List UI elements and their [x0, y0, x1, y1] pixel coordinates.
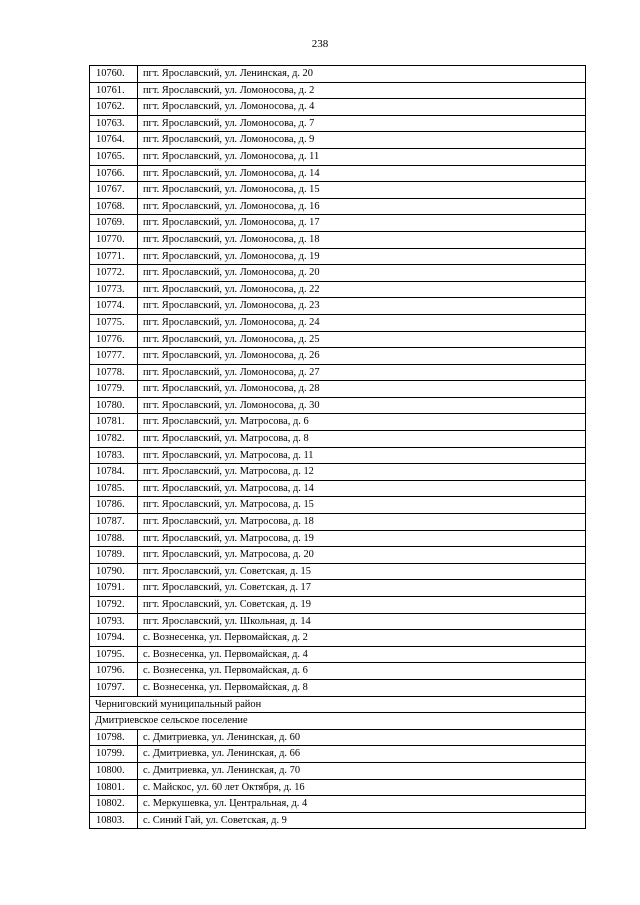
- row-address: пгт. Ярославский, ул. Ломоносова, д. 30: [138, 397, 586, 414]
- row-address: с. Меркушевка, ул. Центральная, д. 4: [138, 796, 586, 813]
- row-number: 10801.: [90, 779, 138, 796]
- table-row: [90, 165, 586, 182]
- section-title: Дмитриевское сельское поселение: [90, 713, 586, 730]
- row-number: 10763.: [90, 115, 138, 132]
- row-number: 10776.: [90, 331, 138, 348]
- table-row: [90, 580, 586, 597]
- row-number: 10799.: [90, 746, 138, 763]
- row-address: пгт. Ярославский, ул. Советская, д. 17: [138, 580, 586, 597]
- table-row: [90, 563, 586, 580]
- row-address: пгт. Ярославский, ул. Ломоносова, д. 22: [138, 281, 586, 298]
- row-number: 10785.: [90, 480, 138, 497]
- table-row: [90, 148, 586, 165]
- table-row: [90, 215, 586, 232]
- row-address: пгт. Ярославский, ул. Ломоносова, д. 20: [138, 265, 586, 282]
- table-row: [90, 231, 586, 248]
- row-number: 10766.: [90, 165, 138, 182]
- row-number: 10795.: [90, 646, 138, 663]
- row-number: 10780.: [90, 397, 138, 414]
- row-address: пгт. Ярославский, ул. Ломоносова, д. 23: [138, 298, 586, 315]
- row-address: пгт. Ярославский, ул. Матросова, д. 15: [138, 497, 586, 514]
- table-row: [90, 812, 586, 829]
- table-row: [90, 414, 586, 431]
- table-row: [90, 613, 586, 630]
- row-address: пгт. Ярославский, ул. Матросова, д. 20: [138, 547, 586, 564]
- table-row: [90, 663, 586, 680]
- table-row: [90, 314, 586, 331]
- row-address: пгт. Ярославский, ул. Ломоносова, д. 17: [138, 215, 586, 232]
- row-address: пгт. Ярославский, ул. Ломоносова, д. 26: [138, 348, 586, 365]
- row-address: пгт. Ярославский, ул. Матросова, д. 14: [138, 480, 586, 497]
- table-row: [90, 630, 586, 647]
- row-number: 10768.: [90, 198, 138, 215]
- row-number: 10786.: [90, 497, 138, 514]
- row-number: 10775.: [90, 314, 138, 331]
- table-row: [90, 281, 586, 298]
- row-address: пгт. Ярославский, ул. Ломоносова, д. 15: [138, 182, 586, 199]
- row-address: пгт. Ярославский, ул. Ломоносова, д. 11: [138, 148, 586, 165]
- table-row: [90, 762, 586, 779]
- table-row: [90, 248, 586, 265]
- table-row: [90, 729, 586, 746]
- row-address: пгт. Ярославский, ул. Советская, д. 19: [138, 597, 586, 614]
- row-number: 10767.: [90, 182, 138, 199]
- table-row: [90, 497, 586, 514]
- row-number: 10781.: [90, 414, 138, 431]
- section-title: Черниговский муниципальный район: [90, 696, 586, 713]
- row-address: пгт. Ярославский, ул. Матросова, д. 11: [138, 447, 586, 464]
- row-number: 10782.: [90, 431, 138, 448]
- row-address: пгт. Ярославский, ул. Матросова, д. 19: [138, 530, 586, 547]
- row-address: с. Вознесенка, ул. Первомайская, д. 6: [138, 663, 586, 680]
- table-row: [90, 431, 586, 448]
- table-row: [90, 198, 586, 215]
- table-row: [90, 646, 586, 663]
- table-row: [90, 464, 586, 481]
- row-address: пгт. Ярославский, ул. Ломоносова, д. 14: [138, 165, 586, 182]
- row-address: с. Дмитриевка, ул. Ленинская, д. 70: [138, 762, 586, 779]
- section-header-row: [90, 696, 586, 713]
- row-address: с. Дмитриевка, ул. Ленинская, д. 60: [138, 729, 586, 746]
- row-number: 10791.: [90, 580, 138, 597]
- table-row: [90, 132, 586, 149]
- row-number: 10769.: [90, 215, 138, 232]
- row-number: 10790.: [90, 563, 138, 580]
- address-table-body: [90, 66, 586, 829]
- table-row: [90, 779, 586, 796]
- row-number: 10762.: [90, 99, 138, 116]
- table-row: [90, 298, 586, 315]
- table-row: [90, 796, 586, 813]
- row-number: 10798.: [90, 729, 138, 746]
- row-number: 10773.: [90, 281, 138, 298]
- table-row: [90, 331, 586, 348]
- row-number: 10765.: [90, 148, 138, 165]
- table-row: [90, 115, 586, 132]
- row-number: 10800.: [90, 762, 138, 779]
- row-number: 10779.: [90, 381, 138, 398]
- row-number: 10788.: [90, 530, 138, 547]
- table-row: [90, 82, 586, 99]
- row-address: пгт. Ярославский, ул. Ломоносова, д. 28: [138, 381, 586, 398]
- section-header-row: [90, 713, 586, 730]
- table-row: [90, 265, 586, 282]
- row-address: с. Вознесенка, ул. Первомайская, д. 2: [138, 630, 586, 647]
- table-row: [90, 447, 586, 464]
- row-address: пгт. Ярославский, ул. Ломоносова, д. 18: [138, 231, 586, 248]
- row-address: с. Синий Гай, ул. Советская, д. 9: [138, 812, 586, 829]
- row-address: пгт. Ярославский, ул. Советская, д. 15: [138, 563, 586, 580]
- row-address: пгт. Ярославский, ул. Ломоносова, д. 27: [138, 364, 586, 381]
- row-address: пгт. Ярославский, ул. Матросова, д. 6: [138, 414, 586, 431]
- row-number: 10774.: [90, 298, 138, 315]
- row-address: пгт. Ярославский, ул. Ломоносова, д. 4: [138, 99, 586, 116]
- row-address: пгт. Ярославский, ул. Ломоносова, д. 24: [138, 314, 586, 331]
- table-row: [90, 480, 586, 497]
- row-number: 10794.: [90, 630, 138, 647]
- table-row: [90, 99, 586, 116]
- row-address: пгт. Ярославский, ул. Ломоносова, д. 9: [138, 132, 586, 149]
- row-number: 10777.: [90, 348, 138, 365]
- row-number: 10771.: [90, 248, 138, 265]
- table-row: [90, 381, 586, 398]
- row-number: 10803.: [90, 812, 138, 829]
- table-row: [90, 547, 586, 564]
- row-number: 10770.: [90, 231, 138, 248]
- row-number: 10796.: [90, 663, 138, 680]
- row-address: пгт. Ярославский, ул. Ленинская, д. 20: [138, 66, 586, 83]
- row-address: пгт. Ярославский, ул. Ломоносова, д. 2: [138, 82, 586, 99]
- row-address: с. Майскос, ул. 60 лет Октября, д. 16: [138, 779, 586, 796]
- address-table: [89, 65, 586, 829]
- row-address: пгт. Ярославский, ул. Ломоносова, д. 25: [138, 331, 586, 348]
- table-row: [90, 364, 586, 381]
- table-row: [90, 397, 586, 414]
- row-number: 10787.: [90, 514, 138, 531]
- row-address: пгт. Ярославский, ул. Матросова, д. 8: [138, 431, 586, 448]
- table-row: [90, 679, 586, 696]
- row-address: с. Дмитриевка, ул. Ленинская, д. 66: [138, 746, 586, 763]
- table-row: [90, 66, 586, 83]
- row-address: пгт. Ярославский, ул. Матросова, д. 12: [138, 464, 586, 481]
- page-number: 238: [311, 38, 329, 50]
- row-number: 10792.: [90, 597, 138, 614]
- table-row: [90, 746, 586, 763]
- row-number: 10778.: [90, 364, 138, 381]
- row-address: пгт. Ярославский, ул. Ломоносова, д. 19: [138, 248, 586, 265]
- row-address: с. Вознесенка, ул. Первомайская, д. 8: [138, 679, 586, 696]
- row-address: пгт. Ярославский, ул. Матросова, д. 18: [138, 514, 586, 531]
- row-number: 10784.: [90, 464, 138, 481]
- row-number: 10789.: [90, 547, 138, 564]
- row-number: 10802.: [90, 796, 138, 813]
- row-number: 10797.: [90, 679, 138, 696]
- row-address: пгт. Ярославский, ул. Ломоносова, д. 16: [138, 198, 586, 215]
- table-row: [90, 530, 586, 547]
- table-row: [90, 348, 586, 365]
- row-address: с. Вознесенка, ул. Первомайская, д. 4: [138, 646, 586, 663]
- row-number: 10764.: [90, 132, 138, 149]
- row-number: 10772.: [90, 265, 138, 282]
- row-address: пгт. Ярославский, ул. Ломоносова, д. 7: [138, 115, 586, 132]
- table-row: [90, 514, 586, 531]
- row-number: 10783.: [90, 447, 138, 464]
- row-number: 10793.: [90, 613, 138, 630]
- table-row: [90, 182, 586, 199]
- row-address: пгт. Ярославский, ул. Школьная, д. 14: [138, 613, 586, 630]
- row-number: 10761.: [90, 82, 138, 99]
- row-number: 10760.: [90, 66, 138, 83]
- table-row: [90, 597, 586, 614]
